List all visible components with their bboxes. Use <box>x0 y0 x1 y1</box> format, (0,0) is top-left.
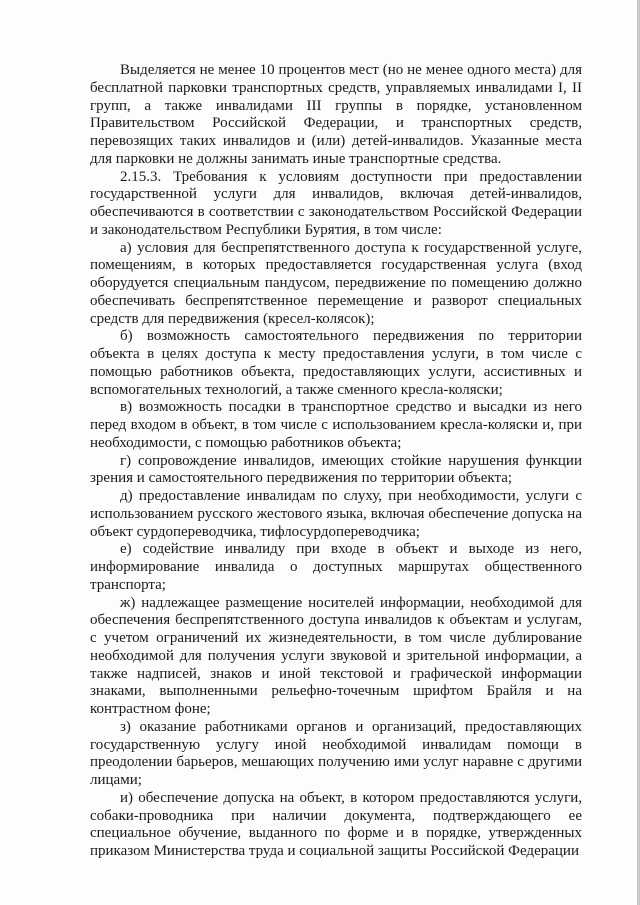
paragraph-item-d: д) предоставление инвалидам по слуху, при необходимости, услуги с использованием русского жестового языка, включая обеспечение допуска на объект сурдопереводчика, тифлосурдопереводчика; <box>90 488 582 540</box>
paragraph-item-v: в) возможность посадки в транспортное средство и высадки из него перед входом в объект, в том числе с использованием кресла-коляски и, при необходимости, с помощью работников объекта; <box>90 399 582 451</box>
paragraph-item-b: б) возможность самостоятельного передвижения по территории объекта в целях доступа к месту предоставления услуги, в том числе с помощью работников объекта, предоставляющих услуги, ассистивных и вспомогательных технологий, а также сменного кресла-коляски; <box>90 328 582 398</box>
paragraph-parking: Выделяется не менее 10 процентов мест (но не менее одного места) для бесплатной парковки транспортных средств, управляемых инвалидами I, II групп, а также инвалидами III группы в порядке, установленном Правительством Российской Федерации, и транспортных средств, перевозящих таких инвалидов и (или) детей-инвалидов. Указанные места для парковки не должны занимать иные транспортные средства. <box>90 62 582 167</box>
paragraph-2-15-3: 2.15.3. Требования к условиям доступности при предоставлении государственной услуги для инвалидов, включая детей-инвалидов, обеспечиваются в соответствии с законодательством Российской Федерации и законодательством Республики Бурятия, в том числе: <box>90 168 582 238</box>
paragraph-item-z: з) оказание работниками органов и организаций, предоставляющих государственную услугу иной необходимой инвалидам помощи в преодолении барьеров, мешающих получению ими услуг наравне с другими лицами; <box>90 718 582 788</box>
paragraph-item-e: е) содействие инвалиду при входе в объект и выходе из него, информирование инвалида о доступных маршрутах общественного транспорта; <box>90 541 582 593</box>
paragraph-item-a: а) условия для беспрепятственного доступа к государственной услуге, помещениям, в которых предоставляется государственная услуга (вход оборудуется специальным пандусом, передвижение по помещению должно обеспечивать беспрепятственное перемещение и разворот специальных средств для передвижения (кресел-колясок); <box>90 239 582 327</box>
paragraph-item-g: г) сопровождение инвалидов, имеющих стойкие нарушения функции зрения и самостоятельного передвижения по территории объекта; <box>90 452 582 487</box>
paragraph-item-i: и) обеспечение допуска на объект, в котором предоставляются услуги, собаки-проводника при наличии документа, подтверждающего ее специальное обучение, выданного по форме и в порядке, утвержденных приказом Министерства труда и социальной защиты Российской Федерации <box>90 789 582 859</box>
paragraph-item-zh: ж) надлежащее размещение носителей информации, необходимой для обеспечения беспрепятственного доступа инвалидов к объектам и услугам, с учетом ограничений их жизнедеятельности, в том числе дублирование необходимой для получения услуги звуковой и зрительной информации, а также надписей, знаков и иной текстовой и графической информации знаками, выполненными рельефно-точечным шрифтом Брайля и на контрастном фоне; <box>90 594 582 717</box>
document-body <box>90 62 582 861</box>
